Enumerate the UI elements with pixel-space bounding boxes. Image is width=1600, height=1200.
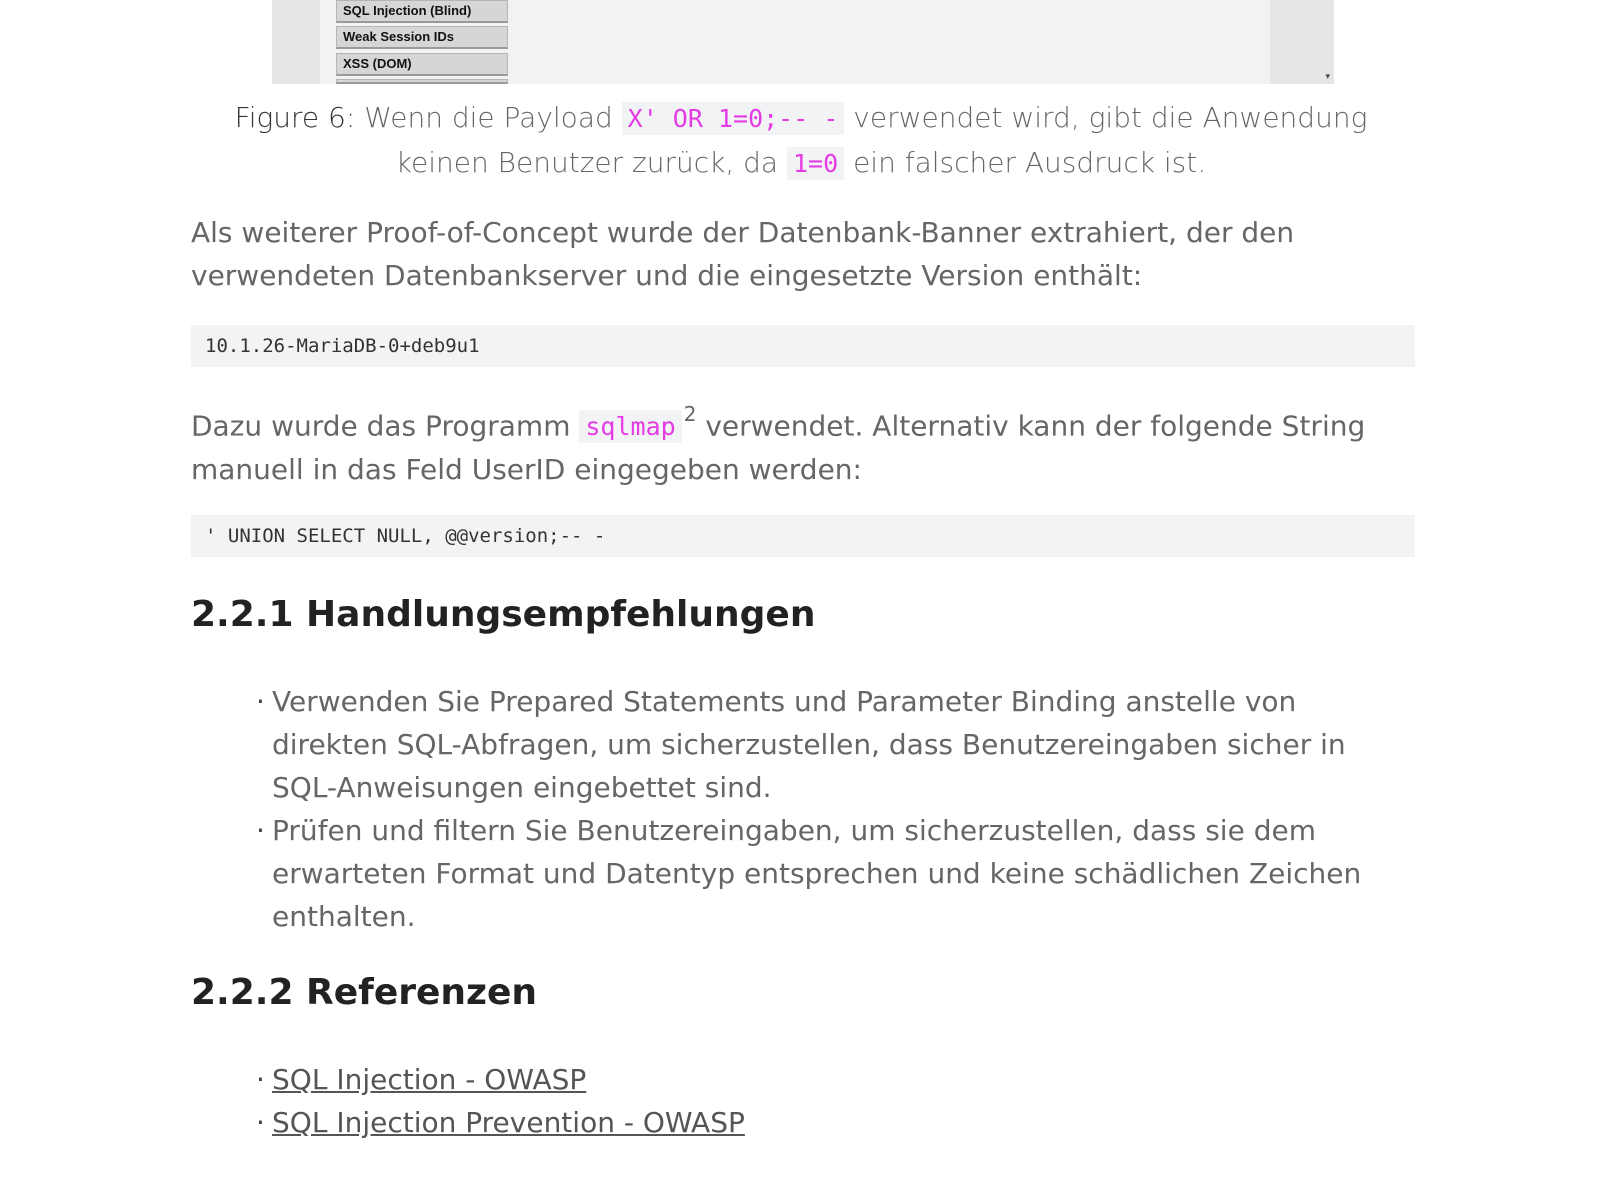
paragraph-sqlmap-text-before: Dazu wurde das Programm: [191, 409, 571, 443]
scroll-down-icon[interactable]: ▾: [1325, 72, 1330, 82]
paragraph-banner: Als weiterer Proof-of-Concept wurde der Datenbank-Banner extrahiert, der den verwendeten Datenbankserver und die eingesetzte Version enthält:: [191, 216, 1295, 292]
caption-text-2: verwendet wird, gibt die Anwendung keinen Benutzer zurück, da: [395, 101, 1368, 179]
list-item-text: Verwenden Sie Prepared Statements und Parameter Binding anstelle von direkten SQL-Abfragen, um sicherzustellen, dass Benutzereingaben sicher in SQL-Anweisungen eingebettet sind.: [272, 685, 1346, 804]
list-item: [256, 1058, 1416, 1101]
dvwa-screenshot: [272, 0, 1334, 84]
figure-label: Figure 6:: [234, 101, 356, 134]
caption-text-3: ein falscher Ausdruck ist.: [853, 146, 1207, 179]
link-sql-injection-prevention-owasp[interactable]: SQL Injection Prevention - OWASP: [272, 1106, 745, 1139]
recommendations-list: [256, 680, 1416, 938]
screenshot-scrollbar[interactable]: [1270, 0, 1334, 84]
list-item: [256, 1101, 1416, 1144]
caption-text-1: Wenn die Payload: [364, 101, 613, 134]
heading-handlungsempfehlungen: 2.2.1 Handlungsempfehlungen: [191, 594, 816, 635]
menu-item-sql-injection-blind[interactable]: SQL Injection (Blind): [336, 0, 508, 23]
list-item: [256, 680, 1416, 809]
code-block-version: 10.1.26-MariaDB-0+deb9u1: [191, 325, 1415, 367]
footnote-ref[interactable]: 2: [683, 402, 697, 426]
bullet-icon: ·: [256, 1106, 265, 1139]
bullet-icon: ·: [256, 814, 265, 847]
sqlmap-code: sqlmap: [579, 410, 681, 443]
references-list: [256, 1058, 1416, 1144]
code-block-union-select: ' UNION SELECT NULL, @@version;-- -: [191, 515, 1415, 557]
figure-caption: [190, 96, 1412, 186]
menu-item-xss-dom[interactable]: XSS (DOM): [336, 53, 508, 76]
paragraph-sqlmap: [191, 397, 1411, 491]
bullet-icon: ·: [256, 685, 265, 718]
menu-item-weak-session-ids[interactable]: Weak Session IDs: [336, 26, 508, 49]
bullet-icon: ·: [256, 1063, 265, 1096]
list-item-text: Prüfen und filtern Sie Benutzereingaben, um sicherzustellen, dass sie dem erwarteten Format und Datentyp entsprechen und keine schädlichen Zeichen enthalten.: [272, 814, 1362, 933]
heading-referenzen: 2.2.2 Referenzen: [191, 972, 538, 1013]
menu-item-cut: [336, 79, 508, 84]
false-expression-code: 1=0: [787, 147, 844, 180]
list-item: [256, 809, 1416, 938]
payload-code: X' OR 1=0;-- -: [622, 102, 845, 135]
paragraph-sqlmap-text-after: verwendet. Alternativ kann der folgende String manuell in das Feld UserID eingegeben werden:: [191, 409, 1366, 487]
screenshot-left-margin: [272, 0, 320, 84]
link-sql-injection-owasp[interactable]: SQL Injection - OWASP: [272, 1063, 587, 1096]
